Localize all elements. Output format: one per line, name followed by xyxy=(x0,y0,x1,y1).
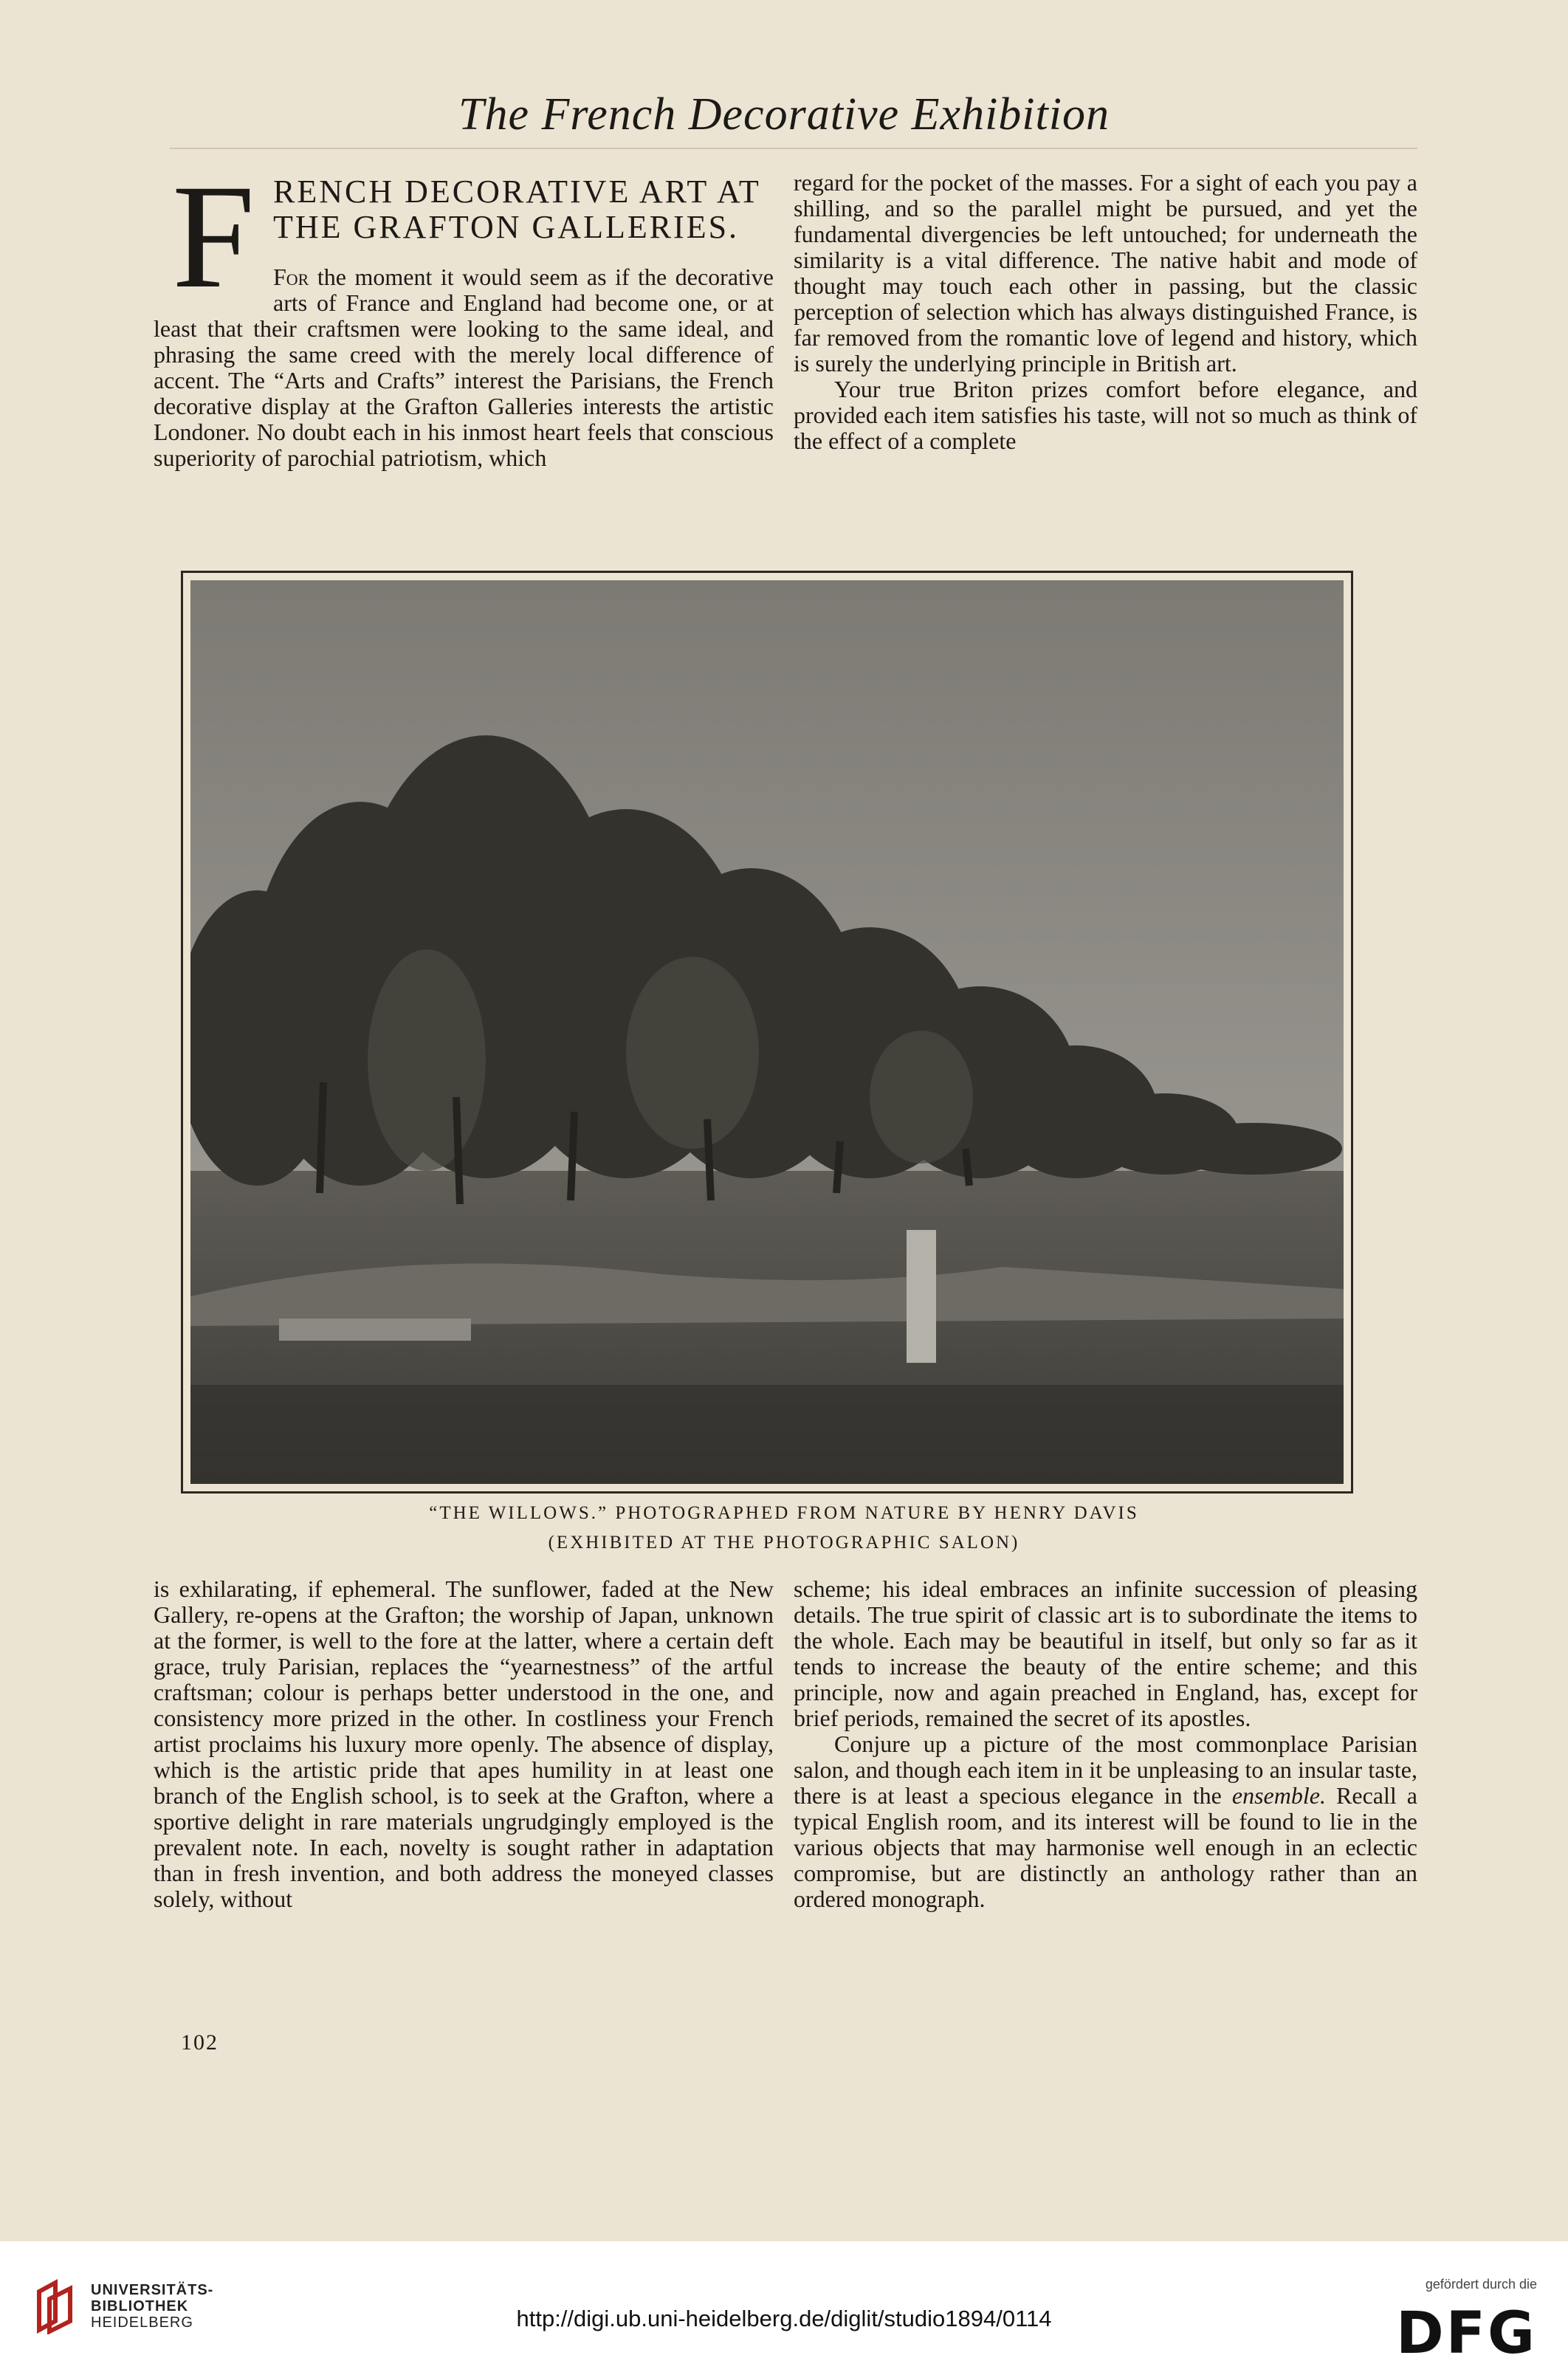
column-bottom-right xyxy=(794,1576,1417,1912)
paragraph xyxy=(794,1731,1417,1912)
source-url-link[interactable]: http://digi.ub.uni-heidelberg.de/diglit/studio1894/0114 xyxy=(516,2306,1052,2331)
italic-word: ensemble. xyxy=(1231,1782,1326,1809)
paragraph: Your true Briton prizes comfort before elegance, and provided each item satisfies his taste, will not so much as think of the effect of a complete xyxy=(794,376,1417,454)
page-number: 102 xyxy=(181,2030,219,2055)
funded-by-label: gefördert durch die xyxy=(1425,2277,1537,2292)
library-name-line: BIBLIOTHEK xyxy=(91,2298,189,2314)
footer-bar xyxy=(0,2241,1568,2375)
paragraph: is exhilarating, if ephemeral. The sunflower, faded at the New Gallery, re-opens at the Grafton; the worship of Japan, unknown at the former, is well to the fore at the latter, where a certain deft grace, truly Parisian, replaces the “yearnestness” of the artful craftsman; colour is perhaps better understood in the one, and consistency more prized in the other. In costliness your French artist proclaims his luxury more openly. The absence of display, which is the artistic pride that apes humility in at least one branch of the English school, is to seek at the Grafton, where a sportive delight in rare materials ungrudgingly employed is the prevalent note. In each, novelty is sought rather in adaptation than in fresh invention, and both address the moneyed classes solely, without xyxy=(154,1575,774,1912)
photograph-frame xyxy=(181,571,1353,1494)
library-name-line: UNIVERSITÄTS- xyxy=(91,2282,214,2298)
column-bottom-left xyxy=(154,1576,774,1912)
paragraph: scheme; his ideal embraces an infinite succession of pleasing details. The true spirit of classic art is to subordinate the items to the whole. Each may be beautiful in itself, but only so far as it tends to increase the beauty of the entire scheme; and this principle, now and again preached in England, has, except for brief periods, remained the secret of its apostles. xyxy=(794,1575,1417,1731)
paragraph-text: Conjure up a picture of the most commonplace Parisian salon, and though each item in it be unpleasing to an insular taste, there is at least a specious elegance in the xyxy=(794,1730,1417,1809)
paragraph-text: the moment it would seem as if the decorative arts of France and England had become one, or at least that their craftsmen were looking to the same ideal, and phrasing the same creed with the merely local difference of accent. The “Arts and Crafts” interest the Parisians, the French decorative display at the Grafton Galleries interests the artistic Londoner. No doubt each in his inmost heart feels that conscious superiority of parochial patriotism, which xyxy=(154,264,774,471)
photo-caption-line-2: (EXHIBITED AT THE PHOTOGRAPHIC SALON) xyxy=(548,1533,1020,1553)
running-head: The French Decorative Exhibition xyxy=(458,89,1110,140)
paragraph-text: Recall a typical English room, and its interest will be found to lie in the various objects that may harmonise well enough in an eclectic compromise, but are distinctly an anthology rather than an ordered monograph. xyxy=(794,1782,1418,1912)
heading-line-2: THE GRAFTON GALLERIES. xyxy=(273,209,740,245)
library-name-line: HEIDELBERG xyxy=(91,2314,193,2331)
heading-line-1: RENCH DECORATIVE ART AT xyxy=(273,173,761,210)
header-rule xyxy=(170,148,1417,149)
dfg-logo: DFG xyxy=(1395,2300,1537,2367)
drop-cap: F xyxy=(172,154,255,319)
lead-word: For xyxy=(273,264,309,290)
paragraph: regard for the pocket of the masses. For a sight of each you pay a shilling, and so the parallel might be pursued, and yet the fundamental divergencies be left untouched; for underneath the similarity is a vital difference. The native habit and mode of thought may touch each other in passing, but the classic perception of selection which has always distinguished France, is far removed from the romantic love of legend and history, which is surely the underlying principle in British art. xyxy=(794,169,1417,377)
column-top-right xyxy=(794,170,1417,454)
column-top-left xyxy=(154,154,774,471)
photo-caption-line-1: “THE WILLOWS.” PHOTOGRAPHED FROM NATURE BY HENRY DAVIS xyxy=(429,1503,1139,1523)
willows-photograph xyxy=(190,580,1344,1484)
